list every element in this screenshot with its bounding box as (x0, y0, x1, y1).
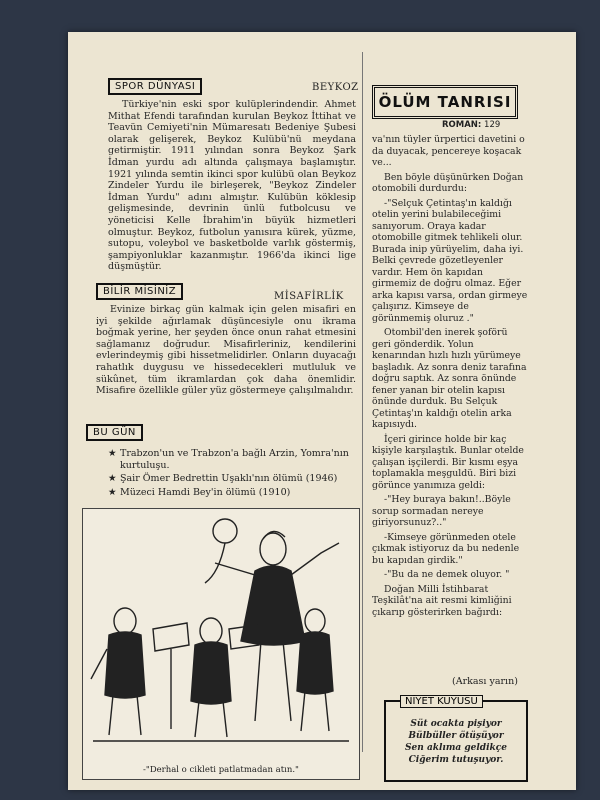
bu-gun-header: BU GÜN (86, 424, 143, 441)
roman-number (442, 120, 500, 130)
poem-line: Ciğerim tutuşuyor. (408, 755, 504, 765)
star-icon: ★ (108, 473, 117, 484)
novel-paragraph: Doğan Milli İstihbarat Teşkilât'na ait resmi kimliğini çıkarıp gösterirken bağırdı: (372, 583, 512, 618)
orchestra-drawing (83, 509, 359, 759)
novel-paragraph: Otombil'den inerek şoförü geri gönderdik. Yolun kenarından hızlı hızlı yürümeye başladık. Az sonra deniz tarafına doğru saptık. Az sonra önünde fener yanan bir otelin kapısı önünde durduk. Bu Selçuk Çetintaş'ın kaldığı otelin arka kapısıydı. (372, 327, 527, 430)
niyet-kuyusu-box (384, 696, 528, 782)
poem-line: Sen aklıma geldikçe (405, 743, 507, 753)
star-icon: ★ (108, 486, 117, 498)
column-divider (362, 52, 363, 752)
novel-paragraph: Ben böyle düşünürken Doğan otomobili durdurdu: (372, 171, 524, 194)
bilir-misiniz-header: BİLİR MİSİNİZ (96, 283, 183, 300)
bilir-body: Evinize birkaç gün kalmak için gelen misafiri en iyi şekilde ağırlamak düşüncesiyle onu ikrama boğmak yerine, her şeyden önce onun rahat etmesini sağlamanız doğrudur. Misafirleriniz, kendilerini evlerindeymiş gibi hissetmelidirler. Onların duyacağı rahatlık duygusu ve hissedecekleri mutluluk ve sükûnet, tüm ikramlardan çok daha önemlidir. Misafire özellikle güler yüz göstermeye çalışılmalıdır. (96, 304, 356, 397)
novel-paragraph: -"Hey buraya bakın!..Böyle sorup sormadan nereye giriyorsunuz?.." (372, 494, 511, 528)
olum-tanrisi-title: ÖLÜM TANRISI (372, 85, 518, 119)
novel-paragraph: va'nın tüyler ürpertici davetini o da duyacak, pencereye koşacak ve... (372, 134, 525, 168)
roman-label: ROMAN: (442, 120, 482, 130)
bilir-article (96, 304, 356, 397)
novel-paragraph: -Kimseye görünmeden otele çıkmak istiyoruz da bu nedenle bu kapıdan girdik." (372, 531, 520, 566)
continued-note: (Arkası yarın) (452, 676, 518, 687)
roman-no: 129 (484, 120, 501, 130)
novel-text (372, 134, 528, 621)
niyet-poem (394, 718, 518, 766)
list-item: ★ Trabzon'un ve Trabzon'a bağlı Arzin, Yomra'nın kurtuluşu. (108, 448, 349, 471)
cartoon-caption: -"Derhal o cikleti patlatmadan atın." (143, 765, 299, 775)
bu-gun-list (108, 448, 358, 500)
cartoon-orchestra (82, 508, 360, 780)
novel-paragraph: İçeri girince holde bir kaç kişiyle karşılaştık. Bunlar otelde çalışan işçilerdi. Bir kısmı eşya toplamakla meşguldü. Biri bizi görünce yanımıza geldi: (372, 433, 524, 491)
spor-dunyasi-header: SPOR DÜNYASI (108, 78, 202, 95)
spor-body: Türkiye'nin eski spor kulüplerindendir. Ahmet Mithat Efendi tarafından kurulan Beykoz İttihat ve Teavün Cemiyeti'nin Mümaresatı Bedeniye Şubesi olarak gelişerek, Beykoz Kulübü'nü meydana getirmiştir. 1911 yılından sonra Beykoz Şark İdman yurdu adı altında çalışmaya başlamıştır. 1921 yılında semtin ikinci spor kulübü olan Beykoz Zindeler Yurdu ile birleşerek, "Beykoz Zindeler İdman Yurdu" adını almıştır. Kulübün köklesip gelişmesinde, devrinin ünlü futbolcusu ve yöneticisi Kelle İbrahim'in büyük hizmetleri olmuştur. Beykoz, futbolun yanısıra kürek, yüzme, sutopu, voleybol ve basketbolde varlık göstermiş, şampiyonluklar kazanmıştır. 1966'da ikinci lige düşmüştür. (108, 99, 356, 273)
novel-paragraph: -"Bu da ne demek oluyor. " (384, 569, 510, 580)
poem-line: Süt ocakta pişiyor (410, 719, 502, 729)
list-item: ★ Müzeci Hamdi Bey'in ölümü (1910) (108, 486, 291, 498)
spor-article (108, 99, 356, 273)
spor-title: BEYKOZ (312, 82, 359, 93)
novel-paragraph: -"Selçuk Çetintaş'ın kaldığı otelin yerini bulabileceğimi sanıyorum. Oraya kadar otomobille gitmek tehlikeli olur. Burada inip yürüyelim, daha iyi. Belki çevrede gözetleyenler vardır. Hem ön kapıdan girmemiz de doğru olmaz. Eğer arka kapısı varsa, ordan girmeye çalışırız. Kimseye de görünmemiş oluruz ." (372, 197, 528, 324)
bilir-title: MİSAFİRLİK (274, 291, 344, 302)
star-icon: ★ (108, 448, 117, 459)
poem-line: Bülbüller ötüşüyor (408, 731, 504, 741)
niyet-kuyusu-header: NİYET KUYUSU (400, 695, 483, 708)
list-item: ★ Şair Ömer Bedrettin Uşaklı'nın ölümü (1946) (108, 473, 338, 484)
